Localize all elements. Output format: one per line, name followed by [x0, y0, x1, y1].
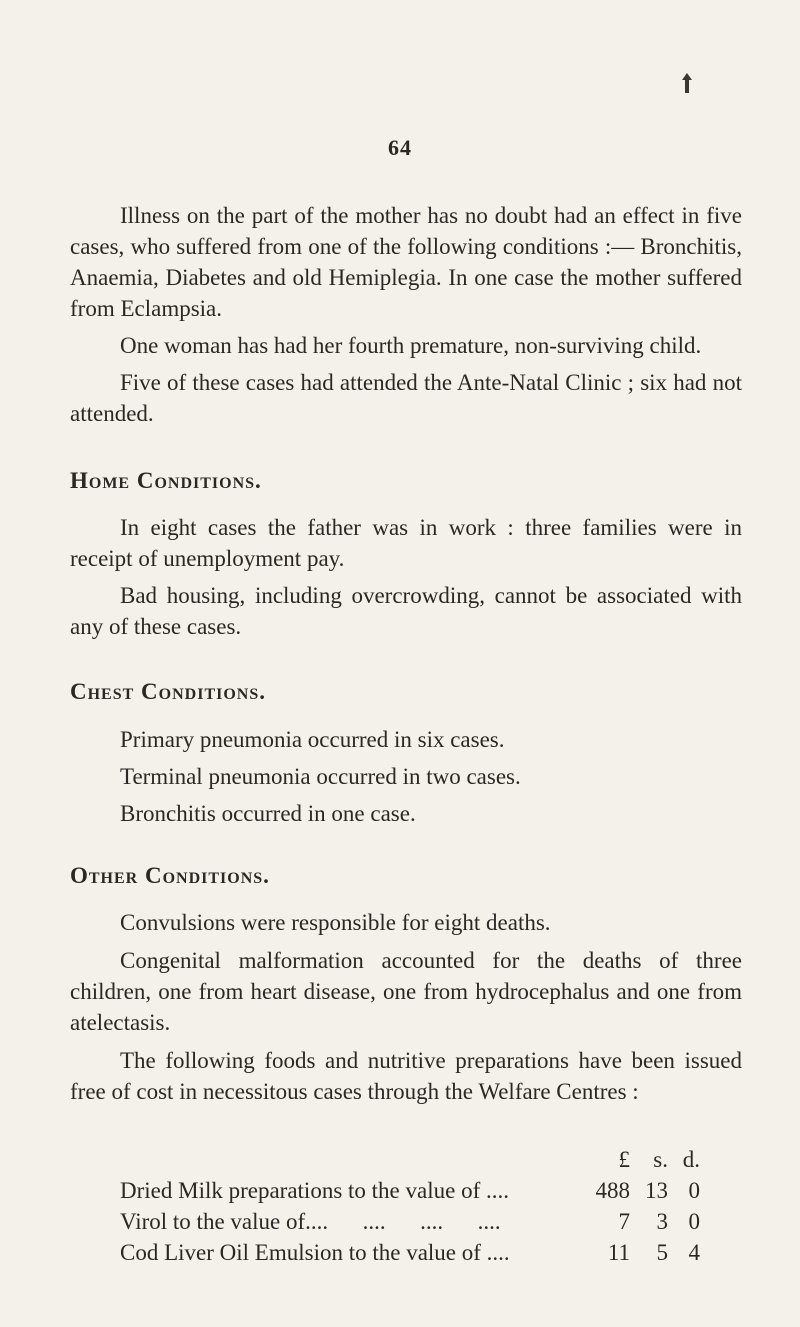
heading-other-conditions: Other Conditions.: [70, 863, 270, 888]
row-item: Dried Milk preparations to the value of ....: [120, 1178, 509, 1203]
row-shillings: 5: [656, 1240, 668, 1265]
row-pounds: 11: [607, 1240, 630, 1265]
row-pence: 0: [688, 1209, 700, 1234]
header-pounds: £: [618, 1147, 630, 1172]
table-row: [120, 1175, 700, 1206]
row-pounds: 7: [618, 1209, 630, 1234]
line-bronchitis: Bronchitis occurred in one case.: [120, 801, 416, 826]
table-row: [120, 1237, 700, 1268]
paragraph-antenatal-attendance: Five of these cases had attended the Ante-Natal Clinic ; six had not attended.: [70, 370, 742, 426]
paragraph-mother-illness: Illness on the part of the mother has no doubt had an effect in five cases, who suffered from one of the following conditions :— Bronchitis, Anaemia, Diabetes and old Hemiplegia. In one case the mother suffered from Eclampsia.: [70, 203, 742, 321]
paragraph-premature-child: One woman has had her fourth premature, non-surviving child.: [120, 333, 702, 358]
foods-cost-table: [120, 1144, 700, 1268]
heading-home-conditions: Home Conditions.: [70, 468, 262, 493]
paragraph-bad-housing: Bad housing, including overcrowding, cannot be associated with any of these cases.: [70, 583, 742, 639]
row-item: Virol to the value of.... .... .... ....: [120, 1209, 501, 1234]
row-shillings: 3: [656, 1209, 668, 1234]
line-terminal-pneumonia: Terminal pneumonia occurred in two cases.: [120, 764, 521, 789]
paragraph-congenital-malformation: Congenital malformation accounted for the deaths of three children, one from heart disease, one from hydrocephalus and one from atelectasis.: [70, 948, 742, 1035]
paragraph-father-work: In eight cases the father was in work : three families were in receipt of unemployment pay.: [70, 515, 742, 571]
header-shillings: s.: [653, 1147, 668, 1172]
page-number: 64: [388, 135, 412, 160]
line-primary-pneumonia: Primary pneumonia occurred in six cases.: [120, 727, 505, 752]
paragraph-convulsions: Convulsions were responsible for eight deaths.: [120, 910, 551, 935]
header-pence: d.: [682, 1147, 700, 1172]
paragraph-foods-issued: The following foods and nutritive preparations have been issued free of cost in necessitous cases through the Welfare Centres :: [70, 1048, 742, 1104]
table-header-row: [120, 1144, 700, 1175]
row-pounds: 488: [595, 1178, 630, 1203]
row-item: Cod Liver Oil Emulsion to the value of ....: [120, 1240, 510, 1265]
page-corner-mark: [680, 72, 694, 94]
table-row: [120, 1206, 700, 1237]
row-pence: 0: [688, 1178, 700, 1203]
row-shillings: 13: [645, 1178, 668, 1203]
row-pence: 4: [688, 1240, 700, 1265]
heading-chest-conditions: Chest Conditions.: [70, 679, 266, 704]
